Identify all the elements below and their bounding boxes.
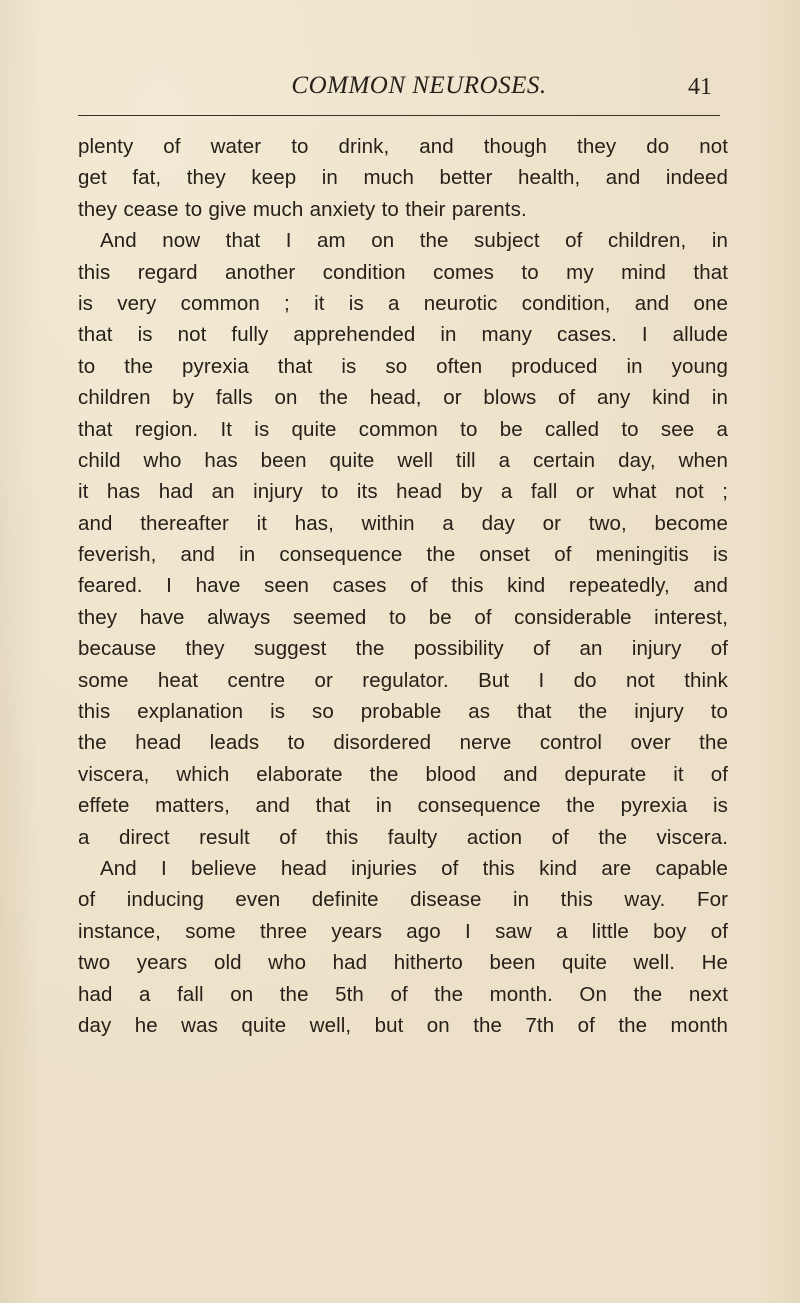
text-line: viscera, which elaborate the blood and depurate it of <box>78 762 728 786</box>
page-header <box>78 70 720 110</box>
text-line: feverish, and in consequence the onset of meningitis is <box>78 543 728 567</box>
text-line: this regard another condition comes to my mind that <box>78 260 728 284</box>
body-text <box>78 131 728 1041</box>
text-line: had a fall on the 5th of the month. On the next <box>78 982 728 1006</box>
text-line: some heat centre or regulator. But I do not think <box>78 668 728 692</box>
text-line: plenty of water to drink, and though they do not <box>78 135 728 158</box>
text-line: feared. I have seen cases of this kind repeatedly, and <box>78 574 728 598</box>
text-line: children by falls on the head, or blows of any kind in <box>78 386 728 410</box>
text-line: instance, some three years ago I saw a little boy of <box>78 919 728 943</box>
page-number: 41 <box>688 74 712 100</box>
text-line: to the pyrexia that is so often produced in young <box>78 354 728 378</box>
text-line: they have always seemed to be of considerable interest, <box>78 605 728 629</box>
text-line: it has had an injury to its head by a fall or what not ; <box>78 480 728 504</box>
running-head: COMMON NEUROSES. <box>291 72 547 99</box>
text-line: and thereafter it has, within a day or two, become <box>78 511 728 535</box>
text-line: this explanation is so probable as that the injury to <box>78 700 728 724</box>
text-line: And now that I am on the subject of children, in <box>100 229 728 253</box>
header-rule <box>78 115 720 116</box>
text-line: because they suggest the possibility of an injury of <box>78 637 728 661</box>
text-line: of inducing even definite disease in this way. For <box>78 888 728 912</box>
text-line: get fat, they keep in much better health, and indeed <box>78 166 728 190</box>
text-line: that is not fully apprehended in many cases. I allude <box>78 323 728 347</box>
text-line: And I believe head injuries of this kind are capable <box>100 856 728 880</box>
text-line: two years old who had hitherto been quite well. He <box>78 951 728 975</box>
text-line: child who has been quite well till a certain day, when <box>78 448 728 472</box>
text-line: a direct result of this faulty action of the viscera. <box>78 825 728 849</box>
text-line: effete matters, and that in consequence the pyrexia is <box>78 794 728 818</box>
text-line: the head leads to disordered nerve control over the <box>78 731 728 755</box>
text-line: day he was quite well, but on the 7th of the month <box>78 1013 728 1037</box>
text-line: they cease to give much anxiety to their parents. <box>78 197 527 221</box>
text-line: is very common ; it is a neurotic condition, and one <box>78 291 728 315</box>
text-line: that region. It is quite common to be called to see a <box>78 417 728 441</box>
